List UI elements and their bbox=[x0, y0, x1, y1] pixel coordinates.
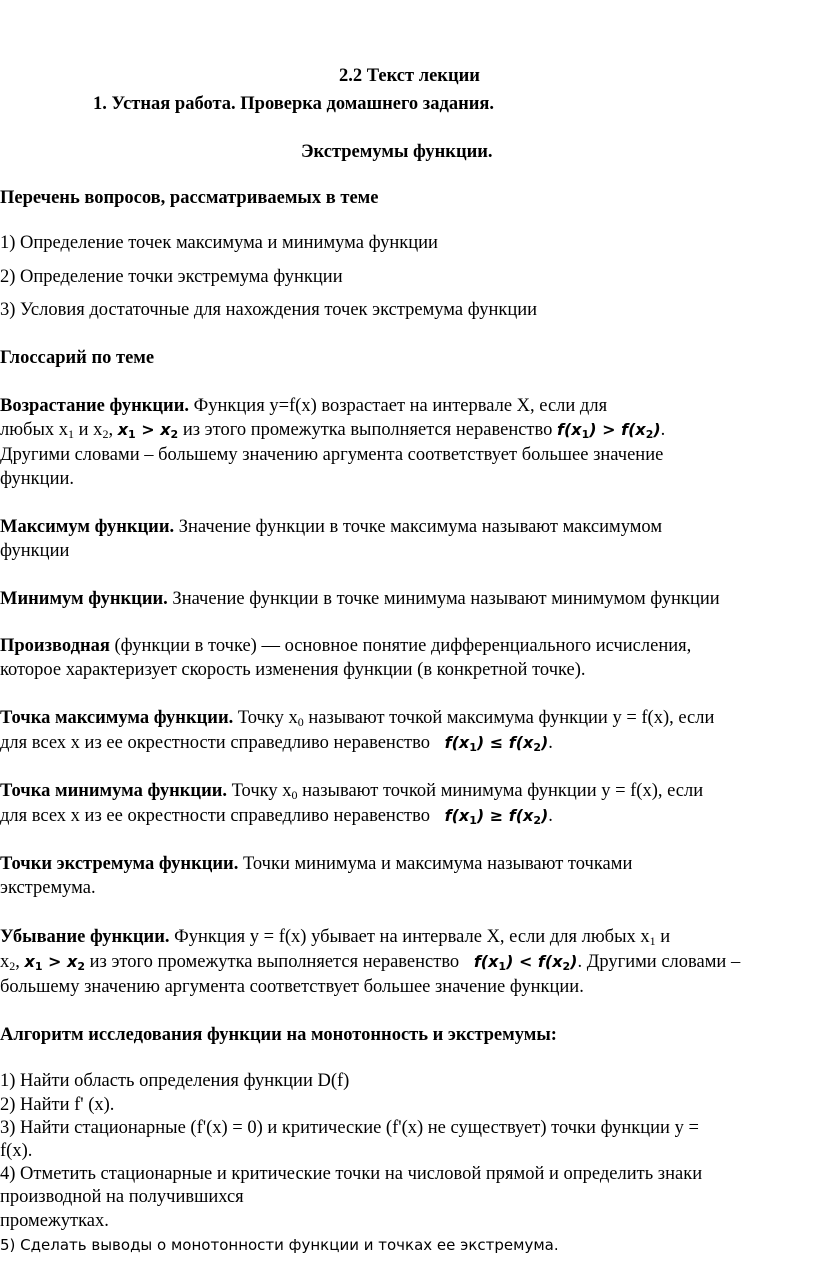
topic-title: Экстремумы функции. bbox=[301, 142, 493, 162]
glossary-entry-decreasing bbox=[0, 925, 670, 953]
term: Производная bbox=[0, 636, 110, 656]
glossary-entry-derivative bbox=[0, 634, 691, 658]
text: и bbox=[655, 927, 671, 947]
definition-text: Функция y=f(x) возрастает на интервале X, если для bbox=[189, 396, 608, 416]
term: Максимум функции. bbox=[0, 517, 175, 537]
glossary-entry-max-point bbox=[0, 706, 714, 734]
subscript: 0 bbox=[291, 788, 298, 802]
section-title: 2.2 Текст лекции bbox=[339, 66, 480, 86]
glossary-heading: Глоссарий по теме bbox=[0, 348, 155, 368]
algorithm-heading: Алгоритм исследования функции на монотонность и экстремумы: bbox=[0, 1025, 557, 1045]
subscript: 1 bbox=[68, 427, 75, 441]
algorithm-step: 2) Найти f' (x). bbox=[0, 1095, 115, 1115]
definition-line bbox=[0, 804, 553, 833]
definition-text: Значение функции в точке минимума называют минимумом функции bbox=[167, 589, 720, 609]
definition-line: функции. bbox=[0, 469, 74, 489]
question-item: 3) Условия достаточные для нахождения точек экстремума функции bbox=[0, 300, 538, 320]
text: Точку x bbox=[233, 708, 298, 728]
term: Убывание функции. bbox=[0, 927, 170, 947]
algorithm-step: промежутках. bbox=[0, 1211, 109, 1231]
algorithm-step: 1) Найти область определения функции D(f) bbox=[0, 1071, 350, 1091]
text: из этого промежутка выполняется неравенство bbox=[178, 420, 553, 440]
questions-heading: Перечень вопросов, рассматриваемых в теме bbox=[0, 188, 379, 208]
definition-text: (функции в точке) — основное понятие дифференциального исчисления, bbox=[109, 636, 692, 656]
algorithm-step: производной на получившихся bbox=[0, 1187, 244, 1207]
glossary-entry-minimum bbox=[0, 587, 720, 611]
glossary-entry-extremum bbox=[0, 852, 632, 876]
definition-line: экстремума. bbox=[0, 878, 96, 898]
term: Возрастание функции. bbox=[0, 396, 190, 416]
definition-text: Значение функции в точке максимума называют максимумом bbox=[174, 517, 663, 537]
glossary-entry-increasing bbox=[0, 394, 607, 418]
subscript: 2 bbox=[9, 959, 16, 973]
definition-line: функции bbox=[0, 541, 70, 561]
subscript: 0 bbox=[297, 715, 304, 729]
text: , bbox=[108, 420, 114, 440]
text: называют точкой минимума функции y = f(x), если bbox=[297, 781, 704, 801]
text: , bbox=[15, 952, 20, 972]
algorithm-step: 5) Сделать выводы о монотонности функции и точках ее экстремума. bbox=[0, 1236, 559, 1254]
formula-x1-gt-x2: x1 > x2 bbox=[117, 420, 179, 441]
text: для всех x из ее окрестности справедливо неравенство bbox=[0, 733, 430, 753]
text: . Другими словами – bbox=[577, 952, 741, 972]
question-item: 2) Определение точки экстремума функции bbox=[0, 267, 343, 287]
subsection-title: 1. Устная работа. Проверка домашнего задания. bbox=[93, 94, 495, 114]
definition-line: Другими словами – большему значению аргумента соответствует большее значение bbox=[0, 445, 664, 465]
formula-fx1-lt-fx2: f(x1) < f(x2) bbox=[473, 952, 578, 973]
glossary-entry-maximum bbox=[0, 515, 662, 539]
glossary-entry-min-point bbox=[0, 779, 703, 807]
term: Точки экстремума функции. bbox=[0, 854, 239, 874]
term: Минимум функции. bbox=[0, 589, 168, 609]
algorithm-step: f(x). bbox=[0, 1141, 33, 1161]
text: из этого промежутка выполняется неравенство bbox=[85, 952, 460, 972]
text: и x bbox=[74, 420, 103, 440]
formula-fx1-ge-fx2: f(x1) ≥ f(x2) bbox=[444, 806, 549, 827]
text: Функция y = f(x) убывает на интервале X, если для любых x bbox=[169, 927, 650, 947]
definition-line: которое характеризует скорость изменения функции (в конкретной точке). bbox=[0, 660, 586, 680]
text: . bbox=[548, 806, 553, 826]
definition-text: Точки минимума и максимума называют точками bbox=[238, 854, 633, 874]
text: . bbox=[660, 420, 666, 440]
formula-fx1-le-fx2: f(x1) ≤ f(x2) bbox=[444, 733, 549, 754]
text: x bbox=[0, 952, 10, 972]
formula-fx1-gt-fx2: f(x1) > f(x2) bbox=[557, 420, 661, 441]
question-item: 1) Определение точек максимума и минимума функции bbox=[0, 233, 438, 253]
subscript: 1 bbox=[649, 934, 656, 948]
text: любых x bbox=[0, 420, 69, 440]
definition-line bbox=[0, 731, 553, 760]
text: Точку x bbox=[227, 781, 292, 801]
term: Точка максимума функции. bbox=[0, 708, 234, 728]
text: . bbox=[548, 733, 553, 753]
algorithm-step: 3) Найти стационарные (f'(x) = 0) и критические (f'(x) не существует) точки функции y = bbox=[0, 1118, 699, 1138]
text: для всех x из ее окрестности справедливо неравенство bbox=[0, 806, 430, 826]
formula-x1-gt-x2: x1 > x2 bbox=[24, 952, 86, 973]
algorithm-step: 4) Отметить стационарные и критические точки на числовой прямой и определить знаки bbox=[0, 1164, 703, 1184]
text: называют точкой максимума функции y = f(x), если bbox=[303, 708, 715, 728]
term: Точка минимума функции. bbox=[0, 781, 228, 801]
definition-line: большему значению аргумента соответствует большее значение функции. bbox=[0, 977, 584, 997]
subscript: 2 bbox=[102, 427, 109, 441]
